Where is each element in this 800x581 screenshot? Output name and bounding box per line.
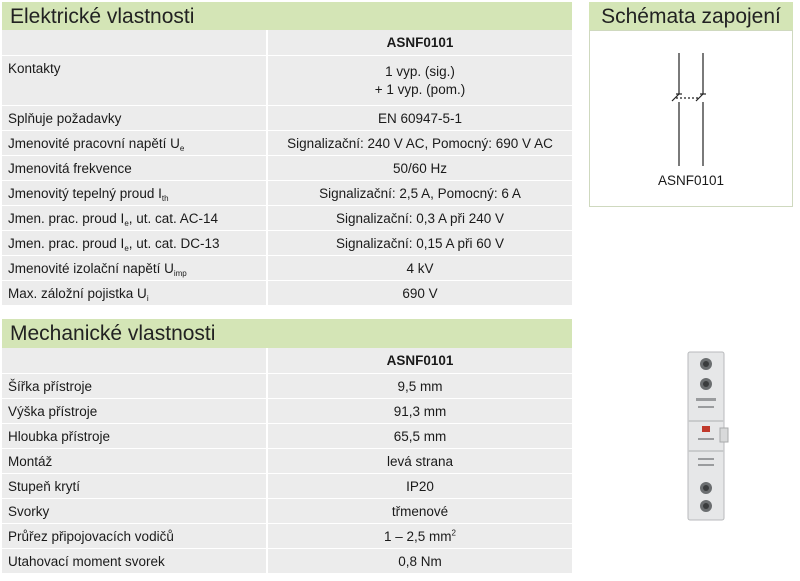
label-text-after: , ut. cat. AC-14 <box>128 210 219 226</box>
electrical-table <box>2 30 572 305</box>
table-header-row <box>2 30 572 56</box>
label-subscript: th <box>161 193 169 203</box>
label-text: Max. záložní pojistka U <box>8 285 147 301</box>
schema-caption: ASNF0101 <box>657 173 725 188</box>
table-row <box>2 399 572 424</box>
row-value: 65,5 mm <box>267 424 572 449</box>
row-label: Stupeň krytí <box>2 474 267 499</box>
table-row <box>2 281 572 306</box>
label-text: Jmenovité izolační napětí U <box>8 260 174 276</box>
value-superscript: 2 <box>451 528 456 537</box>
row-label: Kontakty <box>2 56 267 106</box>
row-value: 690 V <box>267 281 572 306</box>
row-value: IP20 <box>267 474 572 499</box>
row-label: Výška přístroje <box>2 399 267 424</box>
row-label: Utahovací moment svorek <box>2 549 267 574</box>
row-label: Hloubka přístroje <box>2 424 267 449</box>
table-row <box>2 424 572 449</box>
header-label-cell <box>2 30 267 56</box>
electrical-header <box>2 2 572 30</box>
row-value: 9,5 mm <box>267 374 572 399</box>
table-row <box>2 56 572 106</box>
row-label: Svorky <box>2 499 267 524</box>
row-value: Signalizační: 0,3 A při 240 V <box>267 206 572 231</box>
electrical-title: Elektrické vlastnosti <box>10 5 195 28</box>
value-text: 1 – 2,5 mm <box>384 528 452 544</box>
row-label: Montáž <box>2 449 267 474</box>
row-label: Šířka přístroje <box>2 374 267 399</box>
table-row <box>2 374 572 399</box>
label-subscript: imp <box>173 268 187 278</box>
label-subscript: e <box>179 143 185 153</box>
label-subscript: e <box>124 243 129 253</box>
row-value: Signalizační: 0,15 A při 60 V <box>267 231 572 256</box>
row-value-line1: 1 vyp. (sig.) <box>385 63 455 79</box>
row-label <box>2 256 267 281</box>
mechanical-table <box>2 348 572 573</box>
model-header: ASNF0101 <box>386 353 454 368</box>
table-header-row <box>2 348 572 374</box>
row-value: třmenové <box>267 499 572 524</box>
table-row <box>2 106 572 131</box>
row-value <box>267 56 572 106</box>
label-subscript: i <box>146 293 149 303</box>
row-label: Splňuje požadavky <box>2 106 267 131</box>
contact-diagram <box>590 31 792 171</box>
row-label <box>2 231 267 256</box>
model-header: ASNF0101 <box>386 35 454 50</box>
row-label: Jmenovitá frekvence <box>2 156 267 181</box>
row-value-line2: + 1 vyp. (pom.) <box>374 81 466 97</box>
table-row <box>2 524 572 549</box>
table-row <box>2 206 572 231</box>
mechanical-title: Mechanické vlastnosti <box>10 322 216 345</box>
table-row <box>2 449 572 474</box>
table-row <box>2 231 572 256</box>
table-row <box>2 156 572 181</box>
wiring-diagram <box>589 30 793 207</box>
table-row <box>2 474 572 499</box>
row-value: levá strana <box>267 449 572 474</box>
row-label <box>2 131 267 156</box>
label-text: Jmen. prac. proud I <box>8 210 125 226</box>
label-subscript: e <box>124 218 129 228</box>
table-row <box>2 499 572 524</box>
table-row <box>2 256 572 281</box>
device-image <box>684 350 730 522</box>
header-label-cell <box>2 348 267 374</box>
schema-header <box>589 2 793 30</box>
row-value: 4 kV <box>267 256 572 281</box>
row-label <box>2 281 267 306</box>
label-text: Jmenovité pracovní napětí U <box>8 135 180 151</box>
table-row <box>2 131 572 156</box>
row-value: EN 60947-5-1 <box>267 106 572 131</box>
row-value: 0,8 Nm <box>267 549 572 574</box>
label-text: Jmenovitý tepelný proud I <box>8 185 162 201</box>
row-value: Signalizační: 240 V AC, Pomocný: 690 V AC <box>267 131 572 156</box>
table-row <box>2 181 572 206</box>
row-value: 50/60 Hz <box>267 156 572 181</box>
row-value: Signalizační: 2,5 A, Pomocný: 6 A <box>267 181 572 206</box>
label-text-after: , ut. cat. DC-13 <box>128 235 220 251</box>
label-text: Jmen. prac. proud I <box>8 235 125 251</box>
row-value <box>267 524 572 549</box>
row-label <box>2 181 267 206</box>
row-label: Průřez připojovacích vodičů <box>2 524 267 549</box>
row-value: 91,3 mm <box>267 399 572 424</box>
row-label <box>2 206 267 231</box>
table-row <box>2 549 572 574</box>
schema-title: Schémata zapojení <box>601 5 781 28</box>
mechanical-header <box>2 319 572 348</box>
